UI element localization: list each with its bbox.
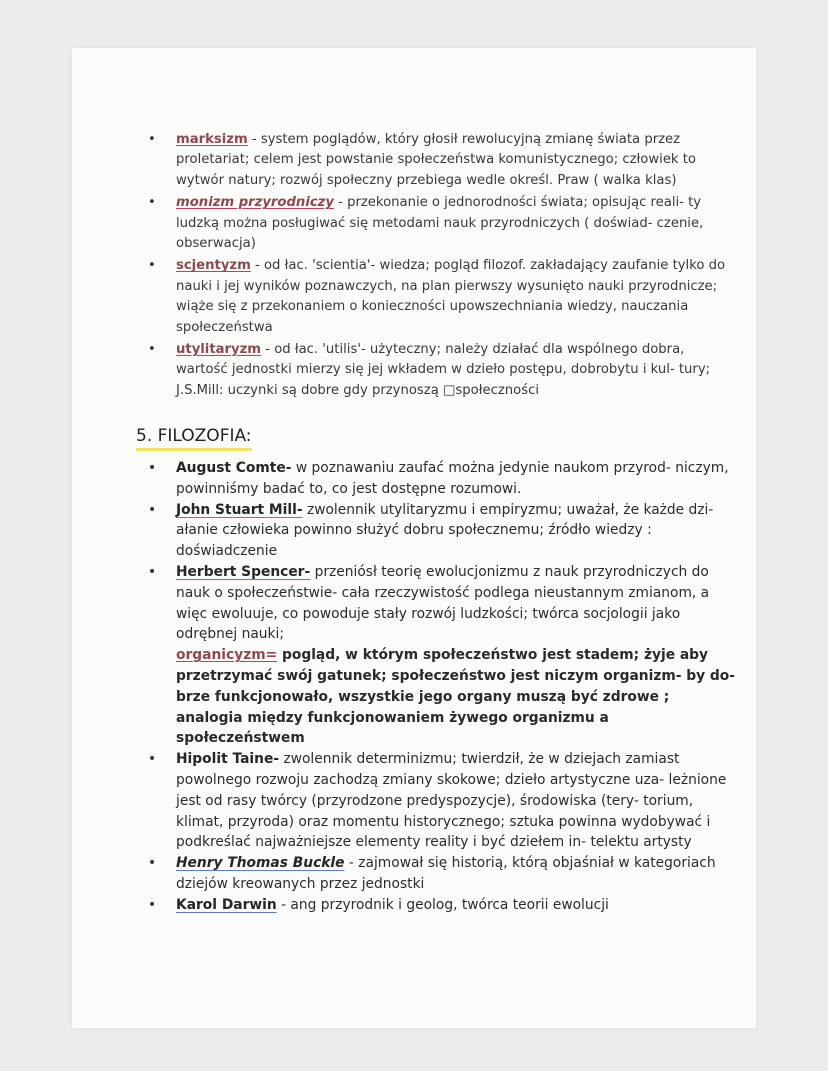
bullet-icon: • — [148, 132, 156, 147]
term-utylitaryzm: utylitaryzm — [176, 342, 262, 358]
bullet-icon: • — [148, 258, 156, 274]
bullet-icon: • — [148, 751, 157, 768]
term-definition: - przekonanie o jednorodności świata; opisując reali- ty ludzką można posługiwać się metodami nauk przyrodniczych ( doświad- czenie, obserwacja) — [176, 195, 704, 252]
list-item — [72, 340, 756, 401]
bullet-icon: • — [148, 195, 156, 211]
list-item — [72, 193, 756, 254]
organicyzm-definition: pogląd, w którym społeczeństwo jest stadem; żyje aby przetrzymać swój gatunek; społeczeństwo jest niczym organizm- by do- brze funkcjonowało, wszystkie jego organy muszą być zdrowe ; analogia między funkcjonowaniem żywego organizmu a społeczeństwem — [176, 647, 736, 747]
philosopher-description: w poznawaniu zaufać można jedynie naukom przyrod- niczym, powinniśmy badać to, co jest dostępne rozumowi. — [176, 460, 729, 497]
organicyzm-note — [176, 647, 735, 746]
list-item — [72, 256, 756, 338]
list-item — [72, 458, 756, 500]
bullet-icon: • — [148, 855, 157, 872]
document-page — [72, 48, 756, 1028]
philosopher-description: zwolennik determinizmu; twierdził, że w dziejach zamiast powolnego rozwoju zachodzą zmiany skokowe; dzieło artystyczne uza- leżnione jest od rasy twórcy (przyrodzone predyspozycje), środowiska (tery- torium, klimat, przyroda) oraz momentu historycznego; sztuka powinna wydobywać i podkreślać najważniejsze elementy reality i być dziełem in- telektu artysty — [176, 751, 727, 851]
list-item — [72, 562, 756, 749]
ideology-list — [72, 130, 756, 401]
term-marksizm: marksizm — [176, 132, 248, 147]
term-definition: - od łac. 'utilis'- użyteczny; należy działać dla wspólnego dobra, wartość jednostki mierzy się jej wkładem w dzieło postępu, dobrobytu i kul- tury; J.S.Mill: uczynki są dobre gdy przynoszą □społeczności — [176, 342, 711, 398]
philosopher-name: Hipolit Taine- — [176, 751, 280, 768]
term-monizm: monizm przyrodniczy — [176, 195, 334, 211]
list-item — [72, 130, 756, 191]
philosopher-description: zwolennik utylitaryzmu i empiryzmu; uważał, że każde dzi- ałanie człowieka powinno służyć dobru społecznemu; źródło wiedzy : doświadczenie — [176, 501, 714, 560]
section-heading: 5. FILOZOFIA: — [136, 426, 252, 451]
philosopher-name: John Stuart Mill- — [176, 501, 303, 518]
term-scjentyzm: scjentyzm — [176, 258, 251, 274]
term-definition: - system poglądów, który głosił rewolucyjną zmianę świata przez proletariat; celem jest powstanie społeczeństwa komunistycznego; człowiek to wytwór natury; rozwój społeczny przebiega wedle określ. Praw ( walka klas) — [176, 132, 696, 188]
philosopher-name: August Comte- — [176, 460, 292, 476]
philosopher-description: - zajmował się historią, którą objaśniał w kategoriach dziejów kreowanych przez jednostki — [176, 855, 716, 892]
philosopher-name: Henry Thomas Buckle — [176, 855, 345, 872]
term-organicyzm: organicyzm= — [176, 647, 278, 664]
bullet-icon: • — [148, 501, 157, 518]
term-definition: - od łac. 'scientia'- wiedza; pogląd filozof. zakładający zaufanie tylko do nauki i jej wyników poznawczych, na plan pierwszy wysunięto nauki przyrodnicze; wiąże się z przekonaniem o konieczności upowszechniania wiedzy, nauczania społeczeństwa — [176, 258, 726, 335]
list-item — [72, 500, 756, 562]
philosopher-list — [72, 458, 756, 916]
philosopher-description: przeniósł teorię ewolucjonizmu z nauk przyrodniczych do nauk o społeczeństwie- cała rzeczywistość podlega nieustannym zmianom, a więc ewoluuje, co powoduje stały rozwój ludzkości; twórca socjologii jako odrębnej nauki; — [176, 563, 710, 643]
philosopher-description: - ang przyrodnik i geolog, twórca teorii ewolucji — [276, 896, 609, 913]
philosopher-name: Karol Darwin — [176, 896, 277, 913]
bullet-icon: • — [148, 342, 156, 358]
list-item — [72, 895, 756, 916]
list-item — [72, 853, 756, 895]
bullet-icon: • — [148, 460, 157, 476]
philosopher-name: Herbert Spencer- — [176, 563, 311, 580]
bullet-icon: • — [148, 896, 157, 913]
bullet-icon: • — [148, 563, 157, 580]
list-item — [72, 749, 756, 853]
